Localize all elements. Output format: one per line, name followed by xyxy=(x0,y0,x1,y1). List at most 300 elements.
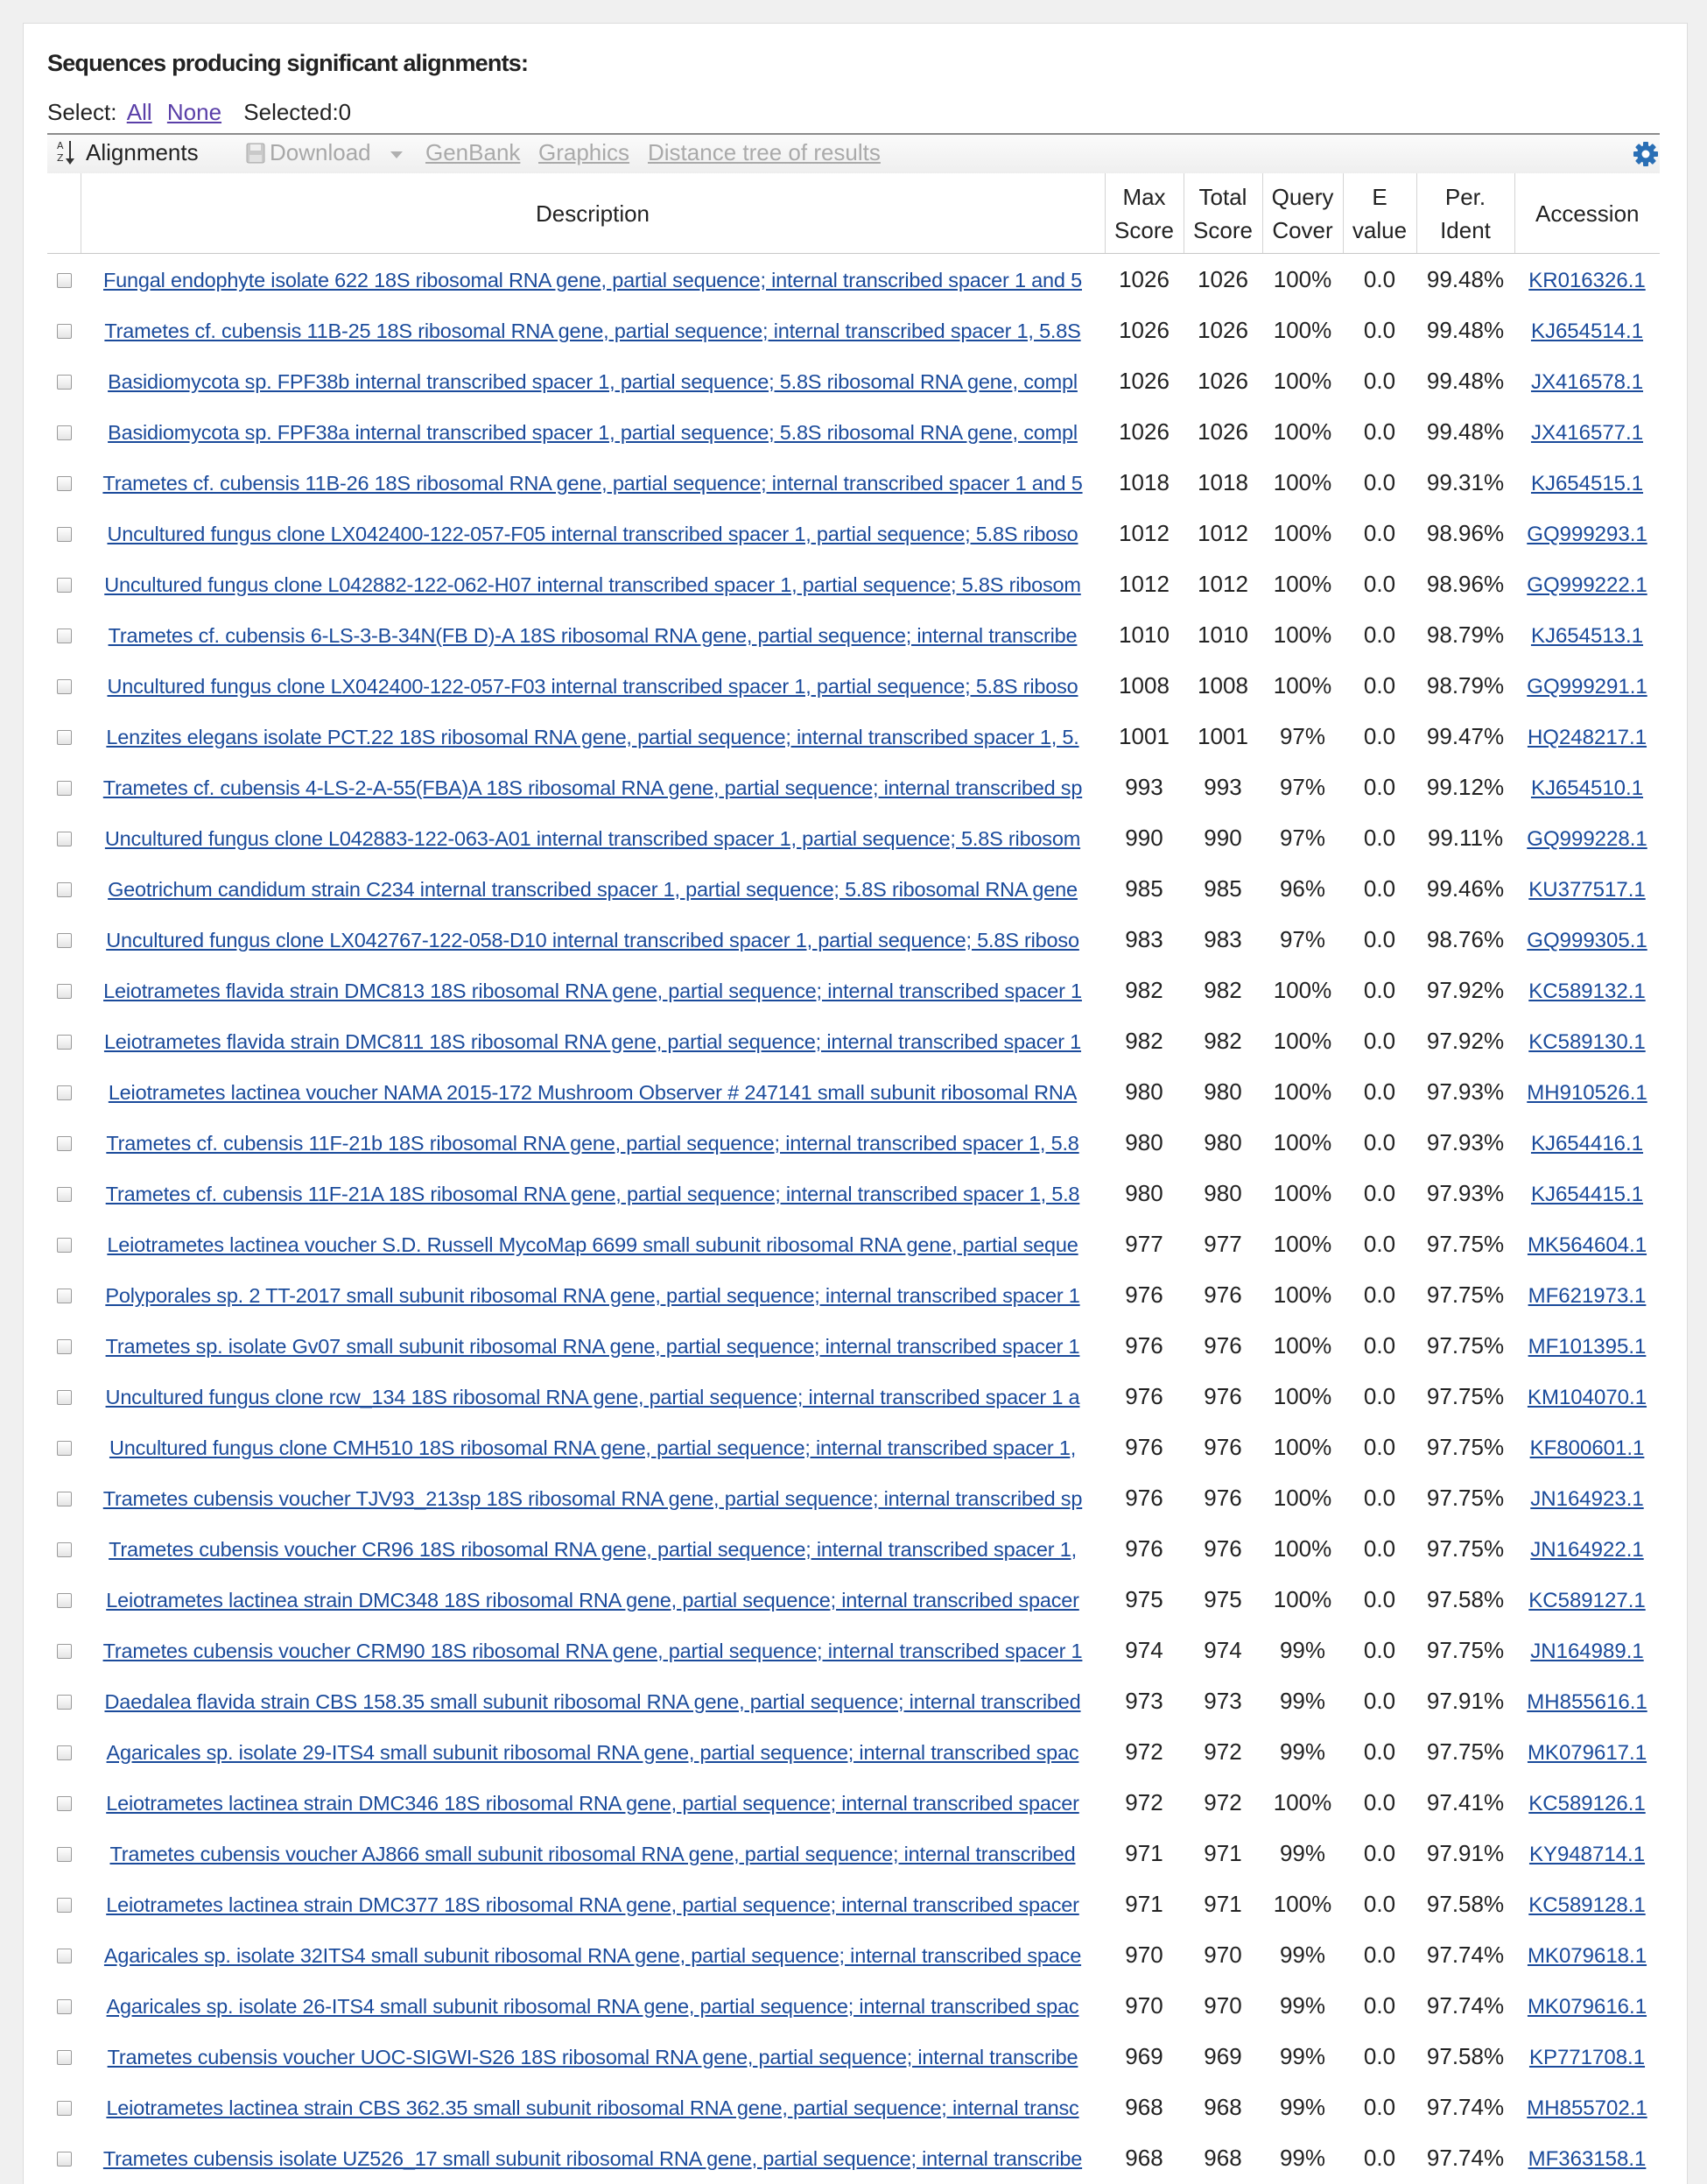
query-cover-cell: 99% xyxy=(1279,1941,1326,1968)
e-value-cell: 0.0 xyxy=(1363,1484,1396,1511)
row-select-cell xyxy=(47,812,81,863)
description-link[interactable]: Trametes cubensis voucher CR96 18S ribosomal RNA gene, partial sequence; internal transcribed spacer 1, xyxy=(109,1537,1077,1561)
description-link[interactable]: Basidiomycota sp. FPF38b internal transcribed spacer 1, partial sequence; 5.8S ribosomal RNA gene, compl xyxy=(108,369,1078,393)
e-value-cell: 0.0 xyxy=(1363,2093,1396,2120)
e-value-cell: 0.0 xyxy=(1363,1433,1396,1460)
select-bar xyxy=(47,99,351,126)
query-cover-cell: 97% xyxy=(1279,773,1326,800)
accession-cell xyxy=(1514,355,1660,406)
total-score-cell: 972 xyxy=(1204,1788,1242,1815)
accession-link[interactable]: KY948714.1 xyxy=(1528,1842,1646,1866)
accession-cell xyxy=(1514,1675,1660,1726)
description-link[interactable]: Agaricales sp. isolate 29-ITS4 small subunit ribosomal RNA gene, partial sequence; internal transcribed spac xyxy=(106,1740,1079,1764)
per-ident-cell: 99.48% xyxy=(1426,418,1505,445)
select-all-link[interactable]: All xyxy=(126,99,152,125)
total-score-cell: 976 xyxy=(1204,1534,1242,1562)
accession-link[interactable]: JN164922.1 xyxy=(1530,1537,1644,1562)
description-cell xyxy=(81,1675,1105,1726)
description-cell xyxy=(81,1879,1105,1929)
row-checkbox[interactable] xyxy=(57,1492,72,1506)
graphics-link[interactable]: Graphics xyxy=(538,139,630,165)
per-ident-cell: 99.46% xyxy=(1426,874,1505,902)
accession-cell xyxy=(1514,1980,1660,2031)
total-score-cell: 993 xyxy=(1204,773,1242,800)
table-row xyxy=(47,711,1660,762)
per-ident-cell: 99.48% xyxy=(1426,265,1505,292)
description-link[interactable]: Leiotrametes lactinea voucher NAMA 2015-172 Mushroom Observer # 247141 small subunit ribosomal RNA xyxy=(108,1080,1078,1104)
description-link[interactable]: Geotrichum candidum strain C234 internal transcribed spacer 1, partial sequence; 5.8S ribosomal RNA gene xyxy=(108,877,1078,901)
description-link[interactable]: Trametes cf. cubensis 11F-21A 18S ribosomal RNA gene, partial sequence; internal transcribed spacer 1, 5.8 xyxy=(105,1182,1080,1205)
accession-link[interactable]: KJ654515.1 xyxy=(1530,471,1644,495)
total-score-cell: 976 xyxy=(1204,1281,1242,1308)
table-row xyxy=(47,1625,1660,1675)
row-checkbox[interactable] xyxy=(57,1644,72,1659)
query-cover-cell: 100% xyxy=(1273,316,1332,343)
row-select-cell xyxy=(47,1777,81,1828)
query-cover-cell: 100% xyxy=(1273,976,1332,1003)
row-checkbox[interactable] xyxy=(57,2050,72,2065)
accession-cell xyxy=(1514,2031,1660,2082)
row-checkbox[interactable] xyxy=(57,1390,72,1405)
query-cover-cell: 99% xyxy=(1279,1738,1326,1765)
e-value-cell: 0.0 xyxy=(1363,1687,1396,1714)
description-cell xyxy=(81,305,1105,355)
row-select-cell xyxy=(47,508,81,558)
description-link[interactable]: Leiotrametes lactinea strain DMC377 18S ribosomal RNA gene, partial sequence; internal transcribed spacer xyxy=(106,1893,1079,1916)
accession-link[interactable]: KF800601.1 xyxy=(1529,1436,1645,1460)
per-ident-cell: 99.11% xyxy=(1427,824,1504,851)
description-link[interactable]: Daedalea flavida strain CBS 158.35 small subunit ribosomal RNA gene, partial sequence; internal transcribed xyxy=(104,1689,1081,1713)
accession-cell xyxy=(1514,1117,1660,1168)
accession-link[interactable]: KU377517.1 xyxy=(1528,877,1646,902)
table-row xyxy=(47,1980,1660,2031)
per-ident-cell: 97.75% xyxy=(1426,1433,1505,1460)
per-ident-cell: 97.91% xyxy=(1426,1687,1505,1714)
description-cell xyxy=(81,1371,1105,1422)
description-cell xyxy=(81,457,1105,508)
total-score-cell: 980 xyxy=(1204,1128,1242,1155)
row-checkbox[interactable] xyxy=(57,1695,72,1710)
accession-cell xyxy=(1514,965,1660,1015)
accession-cell xyxy=(1514,1574,1660,1625)
description-link[interactable]: Fungal endophyte isolate 622 18S ribosomal RNA gene, partial sequence; internal transcribed spacer 1 and 5 xyxy=(103,268,1082,291)
per-ident-cell: 97.75% xyxy=(1426,1636,1505,1663)
accession-cell xyxy=(1514,1929,1660,1980)
accession-link[interactable]: KC589132.1 xyxy=(1528,979,1646,1003)
description-cell xyxy=(81,1625,1105,1675)
description-link[interactable]: Leiotrametes flavida strain DMC811 18S ribosomal RNA gene, partial sequence; internal transcribed spacer 1 xyxy=(103,1029,1082,1053)
row-checkbox[interactable] xyxy=(57,1847,72,1862)
row-checkbox[interactable] xyxy=(57,781,72,796)
per-ident-cell: 98.79% xyxy=(1426,671,1505,699)
accession-link[interactable]: KJ654513.1 xyxy=(1530,623,1644,648)
row-checkbox[interactable] xyxy=(57,1339,72,1354)
accession-link[interactable]: MH855616.1 xyxy=(1527,1689,1647,1714)
max-score-cell: 976 xyxy=(1125,1433,1163,1460)
table-row xyxy=(47,1726,1660,1777)
table-row xyxy=(47,2031,1660,2082)
description-link[interactable]: Polyporales sp. 2 TT-2017 small subunit ribosomal RNA gene, partial sequence; internal transcribed spacer 1 xyxy=(105,1283,1080,1307)
description-link[interactable]: Trametes cf. cubensis 11B-26 18S ribosomal RNA gene, partial sequence; internal transcribed spacer 1 and 5 xyxy=(102,471,1083,495)
accession-link[interactable]: MF101395.1 xyxy=(1528,1334,1647,1359)
accession-link[interactable]: MH855702.1 xyxy=(1527,2096,1647,2120)
accession-cell xyxy=(1514,1168,1660,1218)
per-ident-cell: 99.47% xyxy=(1426,722,1505,749)
accession-link[interactable]: GQ999305.1 xyxy=(1527,928,1647,952)
e-value-cell: 0.0 xyxy=(1363,1128,1396,1155)
accession-link[interactable]: JX416577.1 xyxy=(1530,420,1644,445)
e-value-cell: 0.0 xyxy=(1363,570,1396,597)
table-row xyxy=(47,1015,1660,1066)
total-score-cell: 976 xyxy=(1204,1484,1242,1511)
row-checkbox[interactable] xyxy=(57,1593,72,1608)
e-value-cell: 0.0 xyxy=(1363,976,1396,1003)
total-score-cell: 1026 xyxy=(1198,316,1248,343)
row-checkbox[interactable] xyxy=(57,933,72,948)
description-link[interactable]: Uncultured fungus clone L042883-122-063-A01 internal transcribed spacer 1, partial sequence; 5.8S ribosom xyxy=(104,826,1081,850)
e-value-cell: 0.0 xyxy=(1363,2042,1396,2069)
max-score-cell: 982 xyxy=(1125,1027,1163,1054)
description-link[interactable]: Leiotrametes lactinea strain CBS 362.35 small subunit ribosomal RNA gene, partial sequence; internal transc xyxy=(106,2096,1079,2119)
sort-icon[interactable] xyxy=(56,137,75,167)
row-checkbox[interactable] xyxy=(57,1136,72,1151)
table-row xyxy=(47,1929,1660,1980)
select-none-link[interactable]: None xyxy=(166,99,222,125)
e-value-cell: 0.0 xyxy=(1363,1636,1396,1663)
row-select-cell xyxy=(47,1218,81,1269)
accession-link[interactable]: KJ654514.1 xyxy=(1530,319,1644,343)
description-link[interactable]: Trametes cubensis voucher CRM90 18S ribosomal RNA gene, partial sequence; internal transcribed spacer 1 xyxy=(102,1639,1083,1662)
accession-cell xyxy=(1514,1777,1660,1828)
description-link[interactable]: Leiotrametes lactinea voucher S.D. Russell MycoMap 6699 small subunit ribosomal RNA gene, partial seque xyxy=(107,1232,1078,1256)
description-cell xyxy=(81,660,1105,711)
description-link[interactable]: Uncultured fungus clone CMH510 18S ribosomal RNA gene, partial sequence; internal transcribed spacer 1, xyxy=(109,1436,1077,1459)
row-checkbox[interactable] xyxy=(57,1542,72,1557)
e-value-cell: 0.0 xyxy=(1363,2144,1396,2171)
description-link[interactable]: Basidiomycota sp. FPF38a internal transcribed spacer 1, partial sequence; 5.8S ribosomal RNA gene, compl xyxy=(108,420,1078,444)
query-cover-cell: 100% xyxy=(1273,1281,1332,1308)
e-value-cell: 0.0 xyxy=(1363,1281,1396,1308)
accession-link[interactable]: HQ248217.1 xyxy=(1527,725,1647,749)
accession-link[interactable]: KC589126.1 xyxy=(1528,1791,1646,1815)
description-link[interactable]: Trametes cubensis voucher AJ866 small subunit ribosomal RNA gene, partial sequence; internal transcribed xyxy=(109,1842,1076,1865)
e-value-cell: 0.0 xyxy=(1363,1078,1396,1105)
accession-link[interactable]: KR016326.1 xyxy=(1528,268,1646,292)
row-checkbox[interactable] xyxy=(57,1035,72,1050)
description-link[interactable]: Agaricales sp. isolate 32ITS4 small subunit ribosomal RNA gene, partial sequence; internal transcribed space xyxy=(103,1943,1082,1967)
accession-cell xyxy=(1514,1625,1660,1675)
e-value-cell: 0.0 xyxy=(1363,874,1396,902)
row-checkbox[interactable] xyxy=(57,1289,72,1303)
max-score-cell: 980 xyxy=(1125,1128,1163,1155)
query-cover-cell: 100% xyxy=(1273,367,1332,394)
accession-link[interactable]: MF621973.1 xyxy=(1528,1283,1647,1308)
per-ident-cell: 99.48% xyxy=(1426,316,1505,343)
row-select-cell xyxy=(47,1523,81,1574)
row-checkbox[interactable] xyxy=(57,578,72,593)
query-cover-cell: 100% xyxy=(1273,1179,1332,1206)
description-link[interactable]: Lenzites elegans isolate PCT.22 18S ribosomal RNA gene, partial sequence; internal transcribed spacer 1, 5. xyxy=(106,725,1079,748)
total-score-cell: 1010 xyxy=(1198,621,1248,648)
accession-link[interactable]: JN164989.1 xyxy=(1530,1639,1644,1663)
accession-link[interactable]: MK564604.1 xyxy=(1527,1232,1647,1257)
table-row xyxy=(47,1523,1660,1574)
accession-link[interactable]: GQ999228.1 xyxy=(1527,826,1647,851)
description-cell xyxy=(81,762,1105,812)
accession-link[interactable]: KM104070.1 xyxy=(1527,1385,1647,1409)
description-link[interactable]: Uncultured fungus clone LX042767-122-058-D10 internal transcribed spacer 1, partial sequence; 5.8S riboso xyxy=(106,928,1079,952)
accession-link[interactable]: MK079616.1 xyxy=(1527,1994,1647,2019)
accession-link[interactable]: KJ654415.1 xyxy=(1530,1182,1644,1206)
table-row xyxy=(47,1218,1660,1269)
max-score-cell: 977 xyxy=(1125,1230,1163,1257)
accession-link[interactable]: KJ654416.1 xyxy=(1530,1131,1644,1155)
description-column-header[interactable]: Description xyxy=(81,173,1105,254)
accession-link[interactable]: MK079617.1 xyxy=(1527,1740,1647,1765)
query-cover-cell: 100% xyxy=(1273,1534,1332,1562)
row-select-cell xyxy=(47,762,81,812)
row-checkbox[interactable] xyxy=(57,324,72,339)
per-ident-cell: 98.76% xyxy=(1426,925,1505,952)
query-cover-cell: 99% xyxy=(1279,2144,1326,2171)
table-row xyxy=(47,965,1660,1015)
accession-link[interactable]: KC589128.1 xyxy=(1528,1893,1646,1917)
description-cell xyxy=(81,355,1105,406)
svg-text:A: A xyxy=(57,140,64,151)
row-checkbox[interactable] xyxy=(57,2152,72,2166)
alignments-button[interactable]: Alignments xyxy=(86,139,199,165)
description-link[interactable]: Uncultured fungus clone L042882-122-062-H07 internal transcribed spacer 1, partial sequence; 5.8S ribosom xyxy=(104,572,1081,596)
query-cover-cell: 99% xyxy=(1279,1839,1326,1866)
accession-cell xyxy=(1514,1828,1660,1879)
accession-link[interactable]: KC589130.1 xyxy=(1528,1029,1646,1054)
max-score-cell: 976 xyxy=(1125,1484,1163,1511)
chevron-down-icon[interactable] xyxy=(390,151,403,158)
description-cell xyxy=(81,1777,1105,1828)
description-cell xyxy=(81,1726,1105,1777)
table-row xyxy=(47,355,1660,406)
per-ident-column-header[interactable]: Per. Ident xyxy=(1416,173,1514,254)
row-checkbox[interactable] xyxy=(57,1085,72,1100)
row-select-cell xyxy=(47,1980,81,2031)
e-value-cell: 0.0 xyxy=(1363,925,1396,952)
e-value-cell: 0.0 xyxy=(1363,722,1396,749)
accession-cell xyxy=(1514,457,1660,508)
download-button[interactable]: Download xyxy=(270,139,371,165)
row-checkbox[interactable] xyxy=(57,1187,72,1202)
description-link[interactable]: Trametes cubensis isolate UZ526_17 small subunit ribosomal RNA gene, partial sequence; internal transcribe xyxy=(102,2146,1083,2170)
query-cover-cell: 100% xyxy=(1273,418,1332,445)
description-cell xyxy=(81,2132,1105,2183)
description-cell xyxy=(81,1828,1105,1879)
gear-icon[interactable] xyxy=(1632,140,1660,168)
row-checkbox[interactable] xyxy=(57,1949,72,1963)
row-checkbox[interactable] xyxy=(57,375,72,390)
accession-cell xyxy=(1514,558,1660,609)
description-cell xyxy=(81,1218,1105,1269)
description-link[interactable]: Trametes cf. cubensis 4-LS-2-A-55(FBA)A 18S ribosomal RNA gene, partial sequence; internal transcribed sp xyxy=(102,776,1083,799)
query-cover-cell: 100% xyxy=(1273,1585,1332,1612)
distance-tree-link[interactable]: Distance tree of results xyxy=(648,139,881,165)
query-cover-cell: 100% xyxy=(1273,519,1332,546)
per-ident-cell: 97.58% xyxy=(1426,1890,1505,1917)
description-link[interactable]: Leiotrametes lactinea strain DMC346 18S ribosomal RNA gene, partial sequence; internal transcribed spacer xyxy=(106,1791,1079,1815)
per-ident-cell: 98.79% xyxy=(1426,621,1505,648)
row-checkbox[interactable] xyxy=(57,1238,72,1253)
max-score-cell: 972 xyxy=(1125,1738,1163,1765)
query-cover-cell: 100% xyxy=(1273,671,1332,699)
accession-cell xyxy=(1514,609,1660,660)
table-row xyxy=(47,660,1660,711)
accession-column-header[interactable]: Accession xyxy=(1514,173,1660,254)
query-cover-cell: 96% xyxy=(1279,874,1326,902)
table-row xyxy=(47,1675,1660,1726)
description-link[interactable]: Trametes cf. cubensis 11F-21b 18S ribosomal RNA gene, partial sequence; internal transcribed spacer 1, 5.8 xyxy=(106,1131,1079,1155)
description-cell xyxy=(81,609,1105,660)
accession-cell xyxy=(1514,1320,1660,1371)
query-cover-cell: 100% xyxy=(1273,621,1332,648)
accession-cell xyxy=(1514,1066,1660,1117)
row-checkbox[interactable] xyxy=(57,730,72,745)
accession-cell xyxy=(1514,1726,1660,1777)
description-link[interactable]: Trametes cf. cubensis 11B-25 18S ribosomal RNA gene, partial sequence; internal transcribed spacer 1, 5.8S xyxy=(104,319,1081,342)
e-value-column-header[interactable]: E value xyxy=(1343,173,1416,254)
row-select-cell xyxy=(47,1371,81,1422)
max-score-cell: 1018 xyxy=(1119,468,1170,495)
total-score-cell: 983 xyxy=(1204,925,1242,952)
e-value-cell: 0.0 xyxy=(1363,671,1396,699)
per-ident-cell: 97.75% xyxy=(1426,1281,1505,1308)
table-row xyxy=(47,457,1660,508)
description-link[interactable]: Trametes cubensis voucher UOC-SIGWI-S26 18S ribosomal RNA gene, partial sequence; internal transcribe xyxy=(107,2045,1078,2068)
row-checkbox[interactable] xyxy=(57,273,72,288)
max-score-cell: 970 xyxy=(1125,1991,1163,2019)
query-cover-cell: 99% xyxy=(1279,1991,1326,2019)
accession-link[interactable]: GQ999222.1 xyxy=(1527,572,1647,597)
checkbox-column-header xyxy=(47,173,81,254)
row-select-cell xyxy=(47,609,81,660)
accession-cell xyxy=(1514,508,1660,558)
accession-link[interactable]: MF363158.1 xyxy=(1528,2146,1647,2171)
row-checkbox[interactable] xyxy=(57,984,72,999)
total-score-cell: 969 xyxy=(1204,2042,1242,2069)
row-select-cell xyxy=(47,863,81,914)
row-select-cell xyxy=(47,254,81,305)
accession-link[interactable]: KC589127.1 xyxy=(1528,1588,1646,1612)
total-score-cell: 1012 xyxy=(1198,519,1248,546)
accession-link[interactable]: JX416578.1 xyxy=(1530,369,1644,394)
accession-link[interactable]: JN164923.1 xyxy=(1530,1486,1644,1511)
description-link[interactable]: Uncultured fungus clone LX042400-122-057-F03 internal transcribed spacer 1, partial sequence; 5.8S riboso xyxy=(107,674,1078,698)
e-value-cell: 0.0 xyxy=(1363,1179,1396,1206)
description-cell xyxy=(81,254,1105,305)
description-link[interactable]: Trametes cf. cubensis 6-LS-3-B-34N(FB D)-A 18S ribosomal RNA gene, partial sequence; internal transcribe xyxy=(108,623,1078,647)
description-link[interactable]: Trametes cubensis voucher TJV93_213sp 18S ribosomal RNA gene, partial sequence; internal transcribed sp xyxy=(102,1486,1083,1510)
row-checkbox[interactable] xyxy=(57,2101,72,2116)
description-link[interactable]: Agaricales sp. isolate 26-ITS4 small subunit ribosomal RNA gene, partial sequence; internal transcribed spac xyxy=(106,1994,1079,2018)
query-cover-cell: 99% xyxy=(1279,2042,1326,2069)
row-checkbox[interactable] xyxy=(57,1745,72,1760)
per-ident-cell: 97.75% xyxy=(1426,1230,1505,1257)
row-checkbox[interactable] xyxy=(57,1441,72,1456)
max-score-cell: 971 xyxy=(1125,1839,1163,1866)
e-value-cell: 0.0 xyxy=(1363,1991,1396,2019)
per-ident-cell: 97.74% xyxy=(1426,1991,1505,2019)
max-score-cell: 1012 xyxy=(1119,519,1170,546)
accession-link[interactable]: MK079618.1 xyxy=(1527,1943,1647,1968)
description-cell xyxy=(81,1066,1105,1117)
total-score-cell: 971 xyxy=(1204,1890,1242,1917)
query-cover-column-header[interactable]: Query Cover xyxy=(1262,173,1343,254)
description-link[interactable]: Trametes sp. isolate Gv07 small subunit ribosomal RNA gene, partial sequence; internal transcribed spacer 1 xyxy=(105,1334,1080,1358)
query-cover-cell: 100% xyxy=(1273,1484,1332,1511)
row-select-cell xyxy=(47,1828,81,1879)
description-link[interactable]: Uncultured fungus clone LX042400-122-057-F05 internal transcribed spacer 1, partial sequence; 5.8S riboso xyxy=(107,522,1078,545)
per-ident-cell: 97.93% xyxy=(1426,1179,1505,1206)
row-checkbox[interactable] xyxy=(57,629,72,643)
max-score-column-header[interactable]: Max Score xyxy=(1105,173,1184,254)
table-row xyxy=(47,254,1660,305)
accession-cell xyxy=(1514,1371,1660,1422)
max-score-cell: 990 xyxy=(1125,824,1163,851)
total-score-cell: 974 xyxy=(1204,1636,1242,1663)
table-row xyxy=(47,2132,1660,2183)
accession-link[interactable]: GQ999293.1 xyxy=(1527,522,1647,546)
per-ident-cell: 98.96% xyxy=(1426,570,1505,597)
description-cell xyxy=(81,863,1105,914)
row-checkbox[interactable] xyxy=(57,1898,72,1913)
download-icon xyxy=(246,143,265,164)
e-value-cell: 0.0 xyxy=(1363,1331,1396,1359)
genbank-link[interactable]: GenBank xyxy=(425,139,521,165)
description-cell xyxy=(81,914,1105,965)
row-checkbox[interactable] xyxy=(57,476,72,491)
query-cover-cell: 97% xyxy=(1279,722,1326,749)
accession-link[interactable]: KJ654510.1 xyxy=(1530,776,1644,800)
e-value-cell: 0.0 xyxy=(1363,468,1396,495)
row-select-cell xyxy=(47,1726,81,1777)
accession-link[interactable]: KP771708.1 xyxy=(1528,2045,1646,2069)
description-link[interactable]: Uncultured fungus clone rcw_134 18S ribosomal RNA gene, partial sequence; internal transcribed spacer 1 a xyxy=(105,1385,1080,1408)
accession-cell xyxy=(1514,305,1660,355)
total-score-cell: 1008 xyxy=(1198,671,1248,699)
description-cell xyxy=(81,965,1105,1015)
per-ident-cell: 97.74% xyxy=(1426,1941,1505,1968)
description-link[interactable]: Leiotrametes lactinea strain DMC348 18S ribosomal RNA gene, partial sequence; internal transcribed spacer xyxy=(106,1588,1079,1612)
per-ident-cell: 97.75% xyxy=(1426,1738,1505,1765)
accession-link[interactable]: MH910526.1 xyxy=(1527,1080,1647,1105)
max-score-cell: 974 xyxy=(1125,1636,1163,1663)
description-link[interactable]: Leiotrametes flavida strain DMC813 18S ribosomal RNA gene, partial sequence; internal transcribed spacer 1 xyxy=(103,979,1082,1002)
row-checkbox[interactable] xyxy=(57,1796,72,1811)
row-checkbox[interactable] xyxy=(57,832,72,846)
accession-link[interactable]: GQ999291.1 xyxy=(1527,674,1647,699)
row-checkbox[interactable] xyxy=(57,679,72,694)
max-score-cell: 1026 xyxy=(1119,367,1170,394)
row-select-cell xyxy=(47,558,81,609)
row-checkbox[interactable] xyxy=(57,1999,72,2014)
table-row xyxy=(47,406,1660,457)
row-checkbox[interactable] xyxy=(57,882,72,897)
row-select-cell xyxy=(47,660,81,711)
row-checkbox[interactable] xyxy=(57,527,72,542)
row-checkbox[interactable] xyxy=(57,425,72,440)
per-ident-cell: 99.31% xyxy=(1426,468,1505,495)
accession-cell xyxy=(1514,660,1660,711)
query-cover-cell: 100% xyxy=(1273,1078,1332,1105)
total-score-column-header[interactable]: Total Score xyxy=(1184,173,1262,254)
accession-cell xyxy=(1514,812,1660,863)
